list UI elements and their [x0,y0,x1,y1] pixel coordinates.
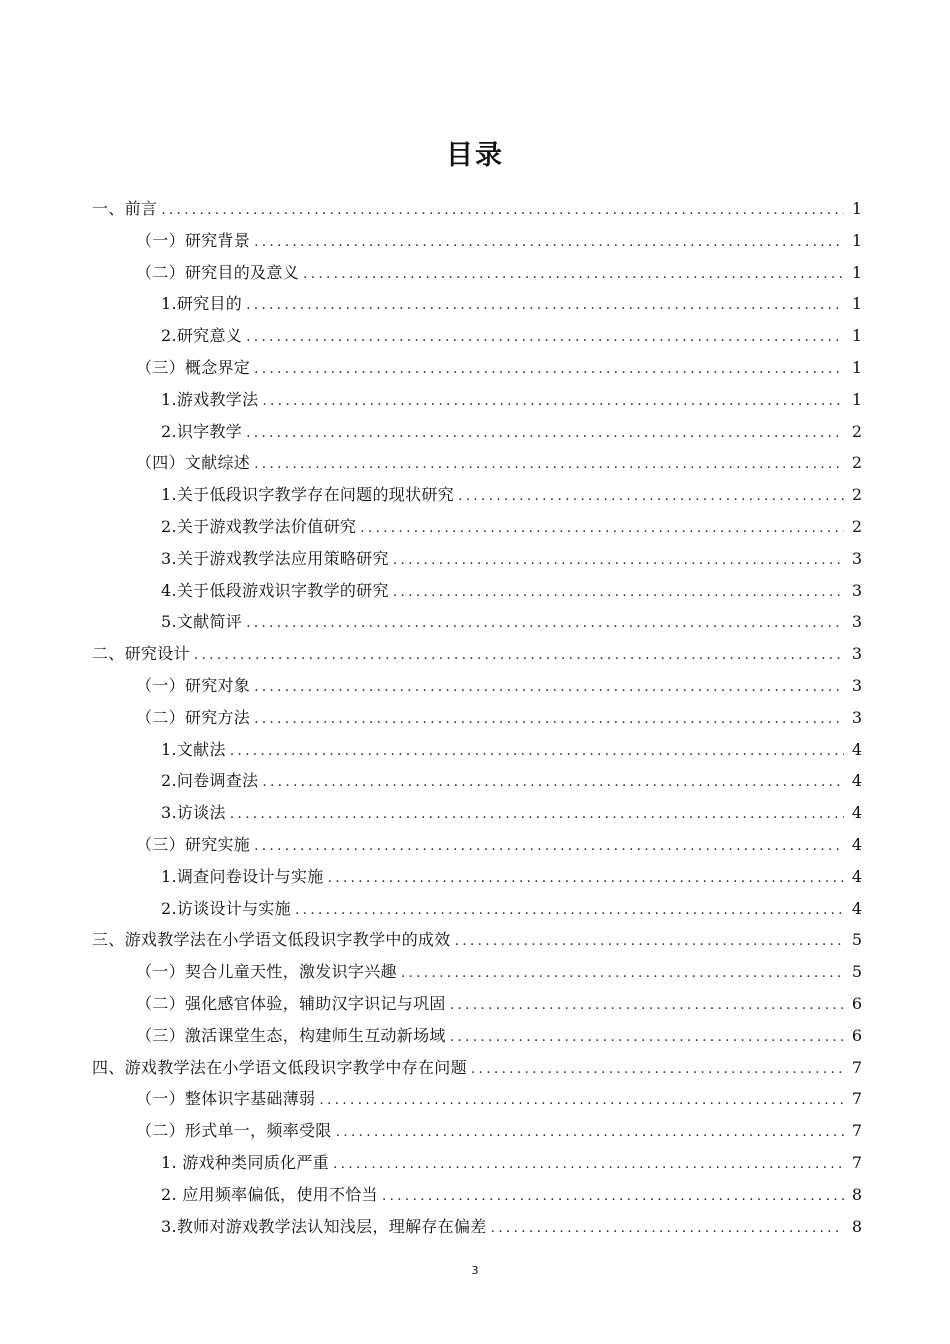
toc-entry[interactable] [92,702,862,734]
toc-entry[interactable] [92,288,862,320]
toc-entry-page: 6 [851,1025,862,1045]
toc-entry-page: 4 [851,898,862,918]
toc-entry-text: 三、游戏教学法在小学语文低段识字教学中的成效 [92,930,451,950]
toc-leader-dots [246,290,844,322]
toc-leader-dots [254,354,844,386]
toc-entry-text: 2.访谈设计与实施 [161,898,291,918]
toc-leader-dots [262,386,844,418]
toc-entry[interactable] [92,638,862,670]
toc-entry-page: 2 [851,421,862,441]
toc-entry-page: 8 [851,1216,862,1236]
toc-entry-page: 2 [851,516,862,536]
toc-entry[interactable] [92,543,862,575]
toc-entry[interactable] [92,606,862,638]
toc-leader-dots [336,1117,844,1149]
table-of-contents [92,193,862,1242]
toc-entry-text: （二）研究目的及意义 [136,262,300,282]
toc-entry-text: （一）整体识字基础薄弱 [136,1089,316,1109]
toc-entry-text: （二）强化感官体验，辅助汉字识记与巩固 [136,993,446,1013]
toc-leader-dots [262,767,844,799]
toc-entry-text: 2.问卷调查法 [161,771,259,791]
toc-entry-text: 4.关于低段游戏识字教学的研究 [161,580,389,600]
toc-entry[interactable] [92,924,862,956]
toc-entry-page: 4 [851,771,862,791]
toc-leader-dots [254,831,844,863]
toc-entry-page: 7 [851,1057,862,1077]
toc-entry-page: 1 [851,199,862,218]
toc-entry-text: 1.关于低段识字教学存在问题的现状研究 [161,485,454,505]
toc-leader-dots [246,322,844,354]
toc-entry[interactable] [92,734,862,766]
toc-entry-text: 3.访谈法 [161,803,226,823]
toc-leader-dots [491,1213,844,1245]
toc-entry-page: 6 [851,993,862,1013]
toc-entry-text: （一）契合儿童天性，激发识字兴趣 [136,962,397,982]
toc-leader-dots [382,1181,844,1213]
toc-entry-text: （四）文献综述 [136,453,251,473]
toc-entry-text: 1. 游戏种类同质化严重 [161,1152,329,1172]
toc-entry[interactable] [92,447,862,479]
toc-leader-dots [333,1149,844,1181]
toc-entry-page: 4 [851,866,862,886]
toc-entry[interactable] [92,829,862,861]
toc-leader-dots [360,513,844,545]
page-title: 目录 [446,140,504,172]
toc-entry-page: 1 [851,357,862,377]
toc-leader-dots [254,449,844,481]
toc-entry-text: 2.研究意义 [161,326,243,346]
toc-entry-text: 3.关于游戏教学法应用策略研究 [161,548,389,568]
toc-leader-dots [455,926,844,958]
toc-leader-dots [254,704,844,736]
toc-entry[interactable] [92,1020,862,1052]
toc-entry-page: 5 [851,930,862,950]
toc-entry[interactable] [92,861,862,893]
toc-entry-text: 1.文献法 [161,739,226,759]
toc-entry-text: （一）研究对象 [136,675,251,695]
toc-entry[interactable] [92,193,862,225]
toc-leader-dots [254,672,844,704]
toc-entry-page: 1 [851,262,862,282]
toc-leader-dots [246,418,844,450]
toc-entry-text: （一）研究背景 [136,230,251,250]
toc-entry-page: 7 [851,1089,862,1109]
toc-entry-text: （三）研究实施 [136,834,251,854]
toc-entry[interactable] [92,893,862,925]
toc-entry[interactable] [92,1147,862,1179]
toc-entry-text: 1.研究目的 [161,294,243,314]
toc-entry[interactable] [92,1211,862,1243]
toc-leader-dots [319,1085,844,1117]
toc-leader-dots [194,640,844,672]
toc-entry-page: 3 [851,644,862,664]
toc-entry[interactable] [92,257,862,289]
toc-leader-dots [254,227,844,259]
toc-entry-page: 4 [851,834,862,854]
toc-entry[interactable] [92,416,862,448]
toc-entry-page: 7 [851,1121,862,1141]
toc-entry[interactable] [92,479,862,511]
toc-entry[interactable] [92,384,862,416]
toc-leader-dots [161,195,844,227]
toc-entry-page: 2 [851,485,862,505]
toc-entry[interactable] [92,225,862,257]
toc-entry-page: 5 [851,962,862,982]
toc-entry[interactable] [92,1052,862,1084]
toc-entry-page: 3 [851,612,862,632]
toc-leader-dots [450,990,844,1022]
toc-entry-text: （三）激活课堂生态，构建师生互动新场域 [136,1025,446,1045]
toc-entry-page: 1 [851,294,862,314]
toc-leader-dots [393,545,844,577]
toc-entry[interactable] [92,956,862,988]
toc-entry[interactable] [92,1179,862,1211]
toc-entry-page: 7 [851,1152,862,1172]
toc-entry-page: 4 [851,803,862,823]
toc-entry-page: 1 [851,230,862,250]
toc-entry[interactable] [92,1083,862,1115]
toc-entry-text: 1.调查问卷设计与实施 [161,866,324,886]
toc-entry-page: 3 [851,707,862,727]
toc-entry[interactable] [92,670,862,702]
toc-entry-text: （二）研究方法 [136,707,251,727]
toc-leader-dots [230,736,844,768]
toc-entry[interactable] [92,1115,862,1147]
toc-entry-text: 二、研究设计 [92,644,190,664]
toc-entry-page: 2 [851,453,862,473]
toc-entry[interactable] [92,320,862,352]
toc-leader-dots [401,958,844,990]
toc-leader-dots [458,481,844,513]
toc-entry[interactable] [92,352,862,384]
toc-leader-dots [471,1054,844,1086]
toc-entry-page: 3 [851,580,862,600]
toc-entry[interactable] [92,988,862,1020]
toc-entry-page: 3 [851,675,862,695]
toc-entry-text: 5.文献简评 [161,612,243,632]
toc-entry-page: 1 [851,326,862,346]
toc-entry[interactable] [92,511,862,543]
toc-entry-text: 2. 应用频率偏低，使用不恰当 [161,1184,378,1204]
page-number: 3 [471,1264,479,1277]
toc-entry-text: 1.游戏教学法 [161,389,259,409]
toc-leader-dots [328,863,844,895]
toc-entry-page: 4 [851,739,862,759]
toc-leader-dots [230,799,844,831]
toc-entry[interactable] [92,797,862,829]
toc-entry-text: （二）形式单一，频率受限 [136,1121,332,1141]
toc-entry-page: 8 [851,1184,862,1204]
toc-leader-dots [303,259,844,291]
toc-entry[interactable] [92,765,862,797]
toc-leader-dots [246,608,844,640]
toc-entry-text: 2.识字教学 [161,421,243,441]
toc-leader-dots [450,1022,844,1054]
toc-entry-page: 1 [851,389,862,409]
toc-entry-page: 3 [851,548,862,568]
toc-leader-dots [295,895,844,927]
toc-entry-text: 2.关于游戏教学法价值研究 [161,516,357,536]
toc-entry-text: 3.教师对游戏教学法认知浅层，理解存在偏差 [161,1216,487,1236]
toc-entry-text: 一、前言 [92,199,158,218]
toc-leader-dots [393,577,844,609]
toc-entry-text: （三）概念界定 [136,357,251,377]
toc-entry[interactable] [92,575,862,607]
toc-entry-text: 四、游戏教学法在小学语文低段识字教学中存在问题 [92,1057,467,1077]
